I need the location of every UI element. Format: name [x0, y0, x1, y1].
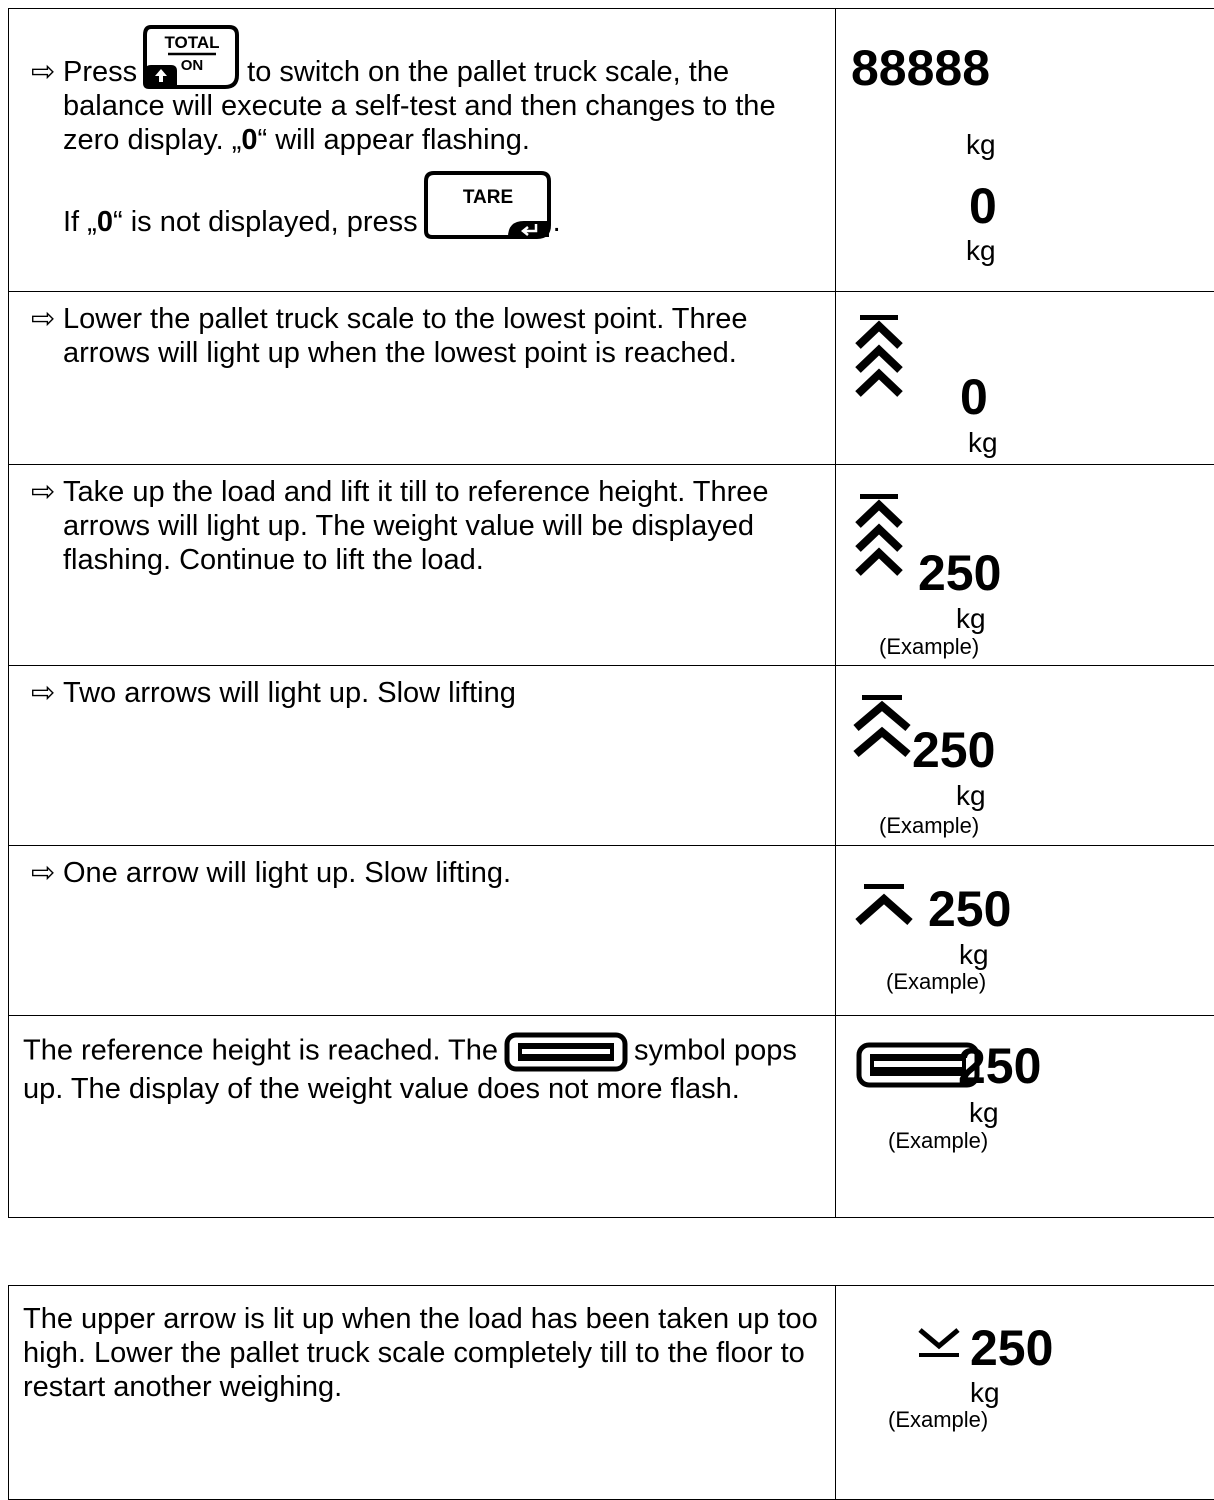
display-value: 250: [912, 725, 995, 775]
display-value: 250: [958, 1041, 1041, 1091]
step-text-part: Two arrows will light up. Slow lifting: [63, 677, 516, 709]
single-arrow-up-icon: [850, 882, 920, 928]
tare-key-label: TARE: [462, 187, 512, 208]
step-description: [9, 1286, 836, 1500]
display-value: 250: [970, 1323, 1053, 1373]
example-note: (Example): [879, 814, 979, 838]
display-value: 0: [969, 181, 997, 231]
step-text-part: “ is not displayed, press: [113, 206, 418, 238]
display-cell: [836, 465, 1214, 666]
display-value: 88888: [851, 43, 990, 93]
step-description: [9, 292, 836, 465]
step-row-too-high: [9, 1286, 1214, 1500]
step-description: [9, 666, 836, 846]
step-text-part: .: [553, 206, 561, 238]
example-note: (Example): [888, 1408, 988, 1432]
step-text-part: Take up the load and lift it till to reference height. Three arrows will light up. The weight value will be displayed flashing. Continue to lift the load.: [63, 476, 769, 576]
display-cell: [836, 846, 1214, 1016]
display-unit: kg: [959, 940, 989, 970]
step-text-part: Press: [63, 56, 137, 88]
example-note: (Example): [888, 1129, 988, 1153]
zero-bold: 0: [97, 206, 113, 238]
step-text: [9, 666, 835, 710]
step-text: [9, 465, 835, 577]
display-value: 250: [928, 884, 1011, 934]
display-unit: kg: [968, 428, 998, 458]
step-text-part: If „: [63, 206, 97, 238]
step-text: [9, 846, 835, 890]
step-row-switch-on: [9, 9, 1214, 292]
total-key-label: TOTAL: [165, 33, 220, 52]
step-row-take-load: [9, 465, 1214, 666]
display-unit: kg: [956, 604, 986, 634]
step-row-reference-height: [9, 1016, 1214, 1218]
display-cell: [836, 666, 1214, 846]
example-note: (Example): [886, 970, 986, 994]
step-text-part: to switch on the pallet truck scale, the balance will execute a self-test and then changes to the zero display. „: [63, 56, 776, 156]
step-description: [9, 846, 836, 1016]
step-text-part: One arrow will light up. Slow lifting.: [63, 857, 511, 889]
display-cell: [836, 1286, 1214, 1500]
total-on-key-icon: [143, 25, 241, 89]
step-row-one-arrow: [9, 846, 1214, 1016]
step-text: The upper arrow is lit up when the load has been taken up too high. Lower the pallet truck scale completely till to the floor to restart another weighing.: [9, 1286, 835, 1404]
reference-bar-icon: [504, 1032, 628, 1072]
double-arrow-up-icon: [850, 692, 916, 760]
right-arrow-icon: ⇨: [31, 475, 63, 509]
overlift-table: [8, 1285, 1214, 1500]
example-note: (Example): [879, 635, 979, 659]
step-text: [9, 1016, 835, 1106]
step-description: [9, 1016, 836, 1218]
tare-key-icon: [424, 171, 551, 239]
display-value: 0: [960, 372, 988, 422]
triple-arrow-up-icon: [850, 491, 910, 583]
display-unit: kg: [966, 130, 996, 160]
display-unit: kg: [969, 1098, 999, 1128]
zero-bold: 0: [241, 124, 257, 156]
step-row-two-arrows: [9, 666, 1214, 846]
display-cell: [836, 1016, 1214, 1218]
display-cell: [836, 9, 1214, 292]
step-description: [9, 9, 836, 292]
right-arrow-icon: ⇨: [31, 856, 63, 890]
display-unit: kg: [956, 781, 986, 811]
display-cell: [836, 292, 1214, 465]
step-text-part: symbol pops up. The display of the weight value does not more flash.: [23, 1035, 797, 1105]
right-arrow-icon: ⇨: [31, 55, 63, 89]
display-unit: kg: [970, 1378, 1000, 1408]
on-key-label: ON: [181, 57, 204, 74]
display-unit: kg: [966, 236, 996, 266]
step-text: [9, 292, 835, 370]
step-row-lower: [9, 292, 1214, 465]
display-value: 250: [918, 548, 1001, 598]
step-text: [9, 9, 835, 239]
down-chevron-bar-icon: [915, 1324, 963, 1362]
triple-arrow-up-icon: [850, 312, 910, 404]
step-description: [9, 465, 836, 666]
steps-table: [8, 8, 1214, 1218]
step-text-part: The reference height is reached. The: [23, 1035, 498, 1067]
right-arrow-icon: ⇨: [31, 302, 63, 336]
step-text-part: Lower the pallet truck scale to the lowest point. Three arrows will light up when the lowest point is reached.: [63, 303, 748, 369]
step-text-part: “ will appear flashing.: [258, 124, 530, 156]
right-arrow-icon: ⇨: [31, 676, 63, 710]
